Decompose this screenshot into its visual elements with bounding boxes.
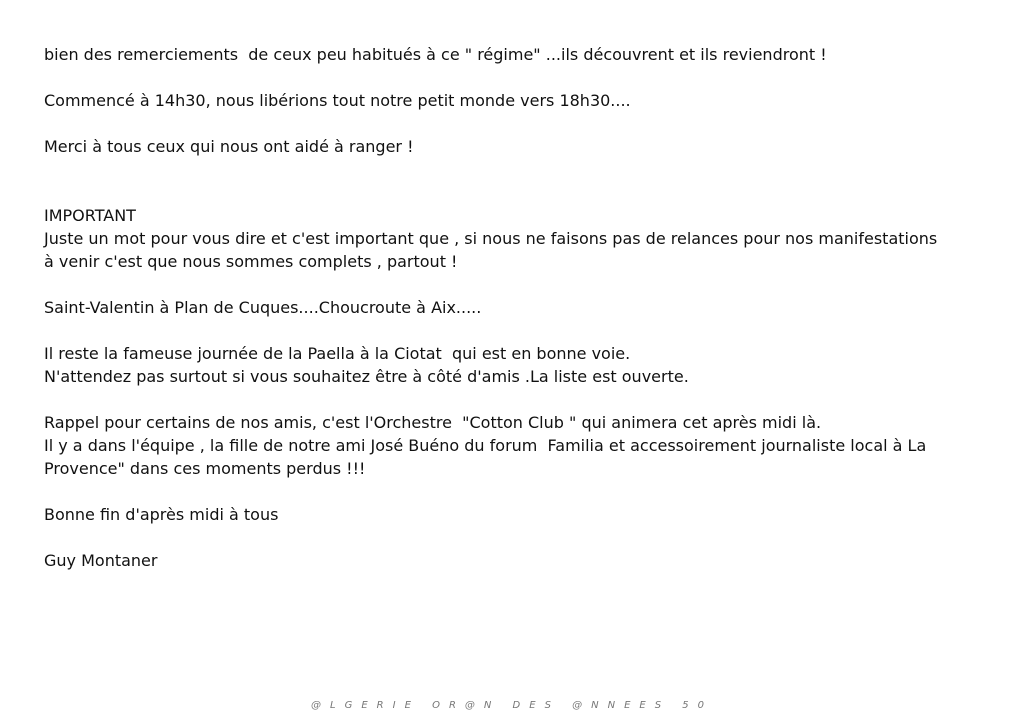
important-heading: IMPORTANT (44, 206, 136, 225)
paella-line-1: Il reste la fameuse journée de la Paella à la Ciotat qui est en bonne voie. (44, 344, 631, 363)
paragraph-schedule: Commencé à 14h30, nous libérions tout notre petit monde vers 18h30.... (44, 91, 631, 110)
orchestra-line-2: Il y a dans l'équipe , la fille de notre ami José Buéno du forum Familia et accessoirement journaliste local à La (44, 436, 927, 455)
paragraph-thanks: bien des remerciements de ceux peu habitués à ce " régime" ...ils découvrent et ils reviendront ! (44, 45, 827, 64)
important-line-2: à venir c'est que nous sommes complets , partout ! (44, 252, 458, 271)
paragraph-events: Saint-Valentin à Plan de Cuques....Choucroute à Aix..... (44, 298, 482, 317)
orchestra-line-3: Provence" dans ces moments perdus !!! (44, 459, 366, 478)
important-line-1: Juste un mot pour vous dire et c'est important que , si nous ne faisons pas de relances pour nos manifestations (44, 229, 938, 248)
letter-body (44, 43, 1004, 572)
signature: Guy Montaner (44, 551, 158, 570)
orchestra-line-1: Rappel pour certains de nos amis, c'est l'Orchestre "Cotton Club " qui animera cet après midi là. (44, 413, 822, 432)
paella-line-2: N'attendez pas surtout si vous souhaitez être à côté d'amis .La liste est ouverte. (44, 367, 689, 386)
closing-line: Bonne fin d'après midi à tous (44, 505, 279, 524)
paragraph-merci: Merci à tous ceux qui nous ont aidé à ranger ! (44, 137, 414, 156)
page-footer: @LGERIE OR@N DES @NNEES 50 (311, 700, 713, 711)
